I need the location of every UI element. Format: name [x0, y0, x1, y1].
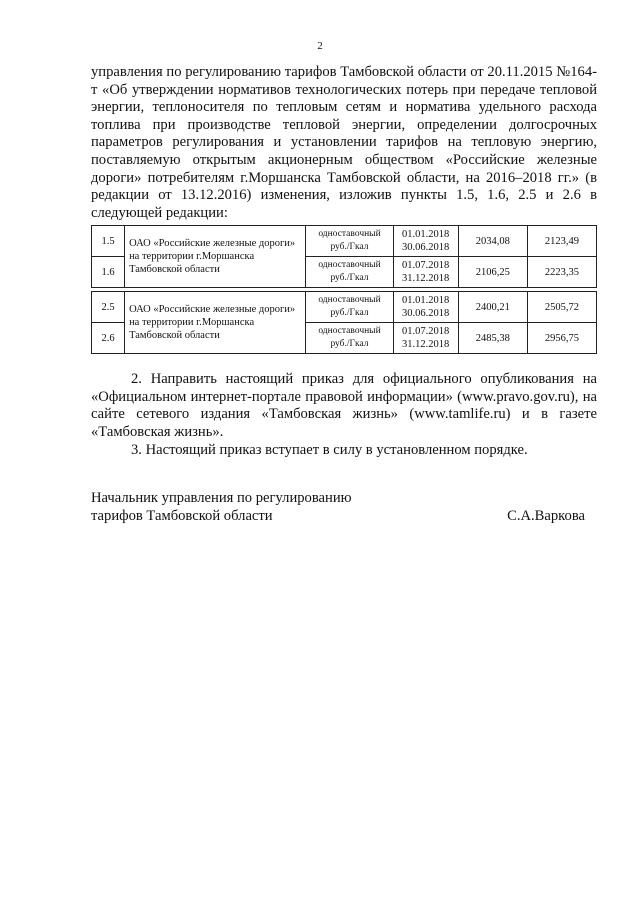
period-cell — [393, 257, 458, 288]
organization-cell: ОАО «Российские железные дороги» на территории г.Моршанска Тамбовской области — [125, 292, 306, 354]
period-from: 01.07.2018 — [402, 326, 450, 337]
signatory-position-line1: Начальник управления по регулированию — [91, 490, 352, 506]
tariff-type: одноставочный — [318, 260, 381, 270]
tariff-type-cell — [306, 323, 393, 354]
table-row — [92, 226, 597, 257]
tariff-unit: руб./Гкал — [330, 308, 369, 318]
period-from: 01.01.2018 — [402, 295, 450, 306]
value-cell-2: 2123,49 — [527, 226, 596, 257]
value-cell-1: 2400,21 — [458, 292, 527, 323]
tariff-type-cell — [306, 226, 393, 257]
period-from: 01.01.2018 — [402, 229, 450, 240]
value-cell-2: 2223,35 — [527, 257, 596, 288]
tariff-unit: руб./Гкал — [330, 273, 369, 283]
tariff-type-cell — [306, 292, 393, 323]
tariff-type: одноставочный — [318, 326, 381, 336]
signatory-name: С.А.Варкова — [507, 507, 585, 524]
value-cell-2: 2505,72 — [527, 292, 596, 323]
tariff-type: одноставочный — [318, 229, 381, 239]
table-row — [92, 292, 597, 323]
period-cell — [393, 226, 458, 257]
period-from: 01.07.2018 — [402, 260, 450, 271]
row-number: 2.5 — [92, 292, 125, 323]
paragraph-publication: 2. Направить настоящий приказ для официального опубликования на «Официальном интернет-портале правовой информации» (www.pravo.gov.ru), на сайте сетевого издания «Тамбовская жизнь» (www.tamlife.ru) и в газете «Тамбовская жизнь». — [91, 371, 597, 440]
paragraph-effective: 3. Настоящий приказ вступает в силу в установленном порядке. — [131, 442, 528, 458]
row-number: 1.5 — [92, 226, 125, 257]
tariff-type: одноставочный — [318, 295, 381, 305]
row-number: 2.6 — [92, 323, 125, 354]
value-cell-1: 2485,38 — [458, 323, 527, 354]
period-to: 31.12.2018 — [402, 273, 450, 284]
tariff-table — [91, 225, 597, 354]
value-cell-2: 2956,75 — [527, 323, 596, 354]
tariff-type-cell — [306, 257, 393, 288]
value-cell-1: 2034,08 — [458, 226, 527, 257]
period-to: 31.12.2018 — [402, 339, 450, 350]
organization-cell: ОАО «Российские железные дороги» на территории г.Моршанска Тамбовской области — [125, 226, 306, 288]
signature-block — [91, 490, 597, 525]
signatory-position-line2: тарифов Тамбовской области — [91, 507, 273, 524]
period-cell — [393, 323, 458, 354]
value-cell-1: 2106,25 — [458, 257, 527, 288]
row-number: 1.6 — [92, 257, 125, 288]
tariff-unit: руб./Гкал — [330, 339, 369, 349]
page-number: 2 — [317, 40, 323, 52]
tariff-unit: руб./Гкал — [330, 242, 369, 252]
period-to: 30.06.2018 — [402, 308, 450, 319]
intro-paragraph: управления по регулированию тарифов Тамбовской области от 20.11.2015 №164-т «Об утверждении нормативов технологических потерь при передаче тепловой энергии, теплоносителя по тепловым сетям и норматива удельного расхода топлива при производстве тепловой энергии, определении долгосрочных параметров регулирования и установлении тарифов на тепловую энергию, поставляемую открытым акционерным обществом «Российские железные дороги» потребителям г.Моршанска Тамбовской области, на 2016–2018 гг.» (в редакции от 13.12.2016) изменения, изложив пункты 1.5, 1.6, 2.5 и 2.6 в следующей редакции: — [91, 64, 597, 221]
period-to: 30.06.2018 — [402, 242, 450, 253]
period-cell — [393, 292, 458, 323]
